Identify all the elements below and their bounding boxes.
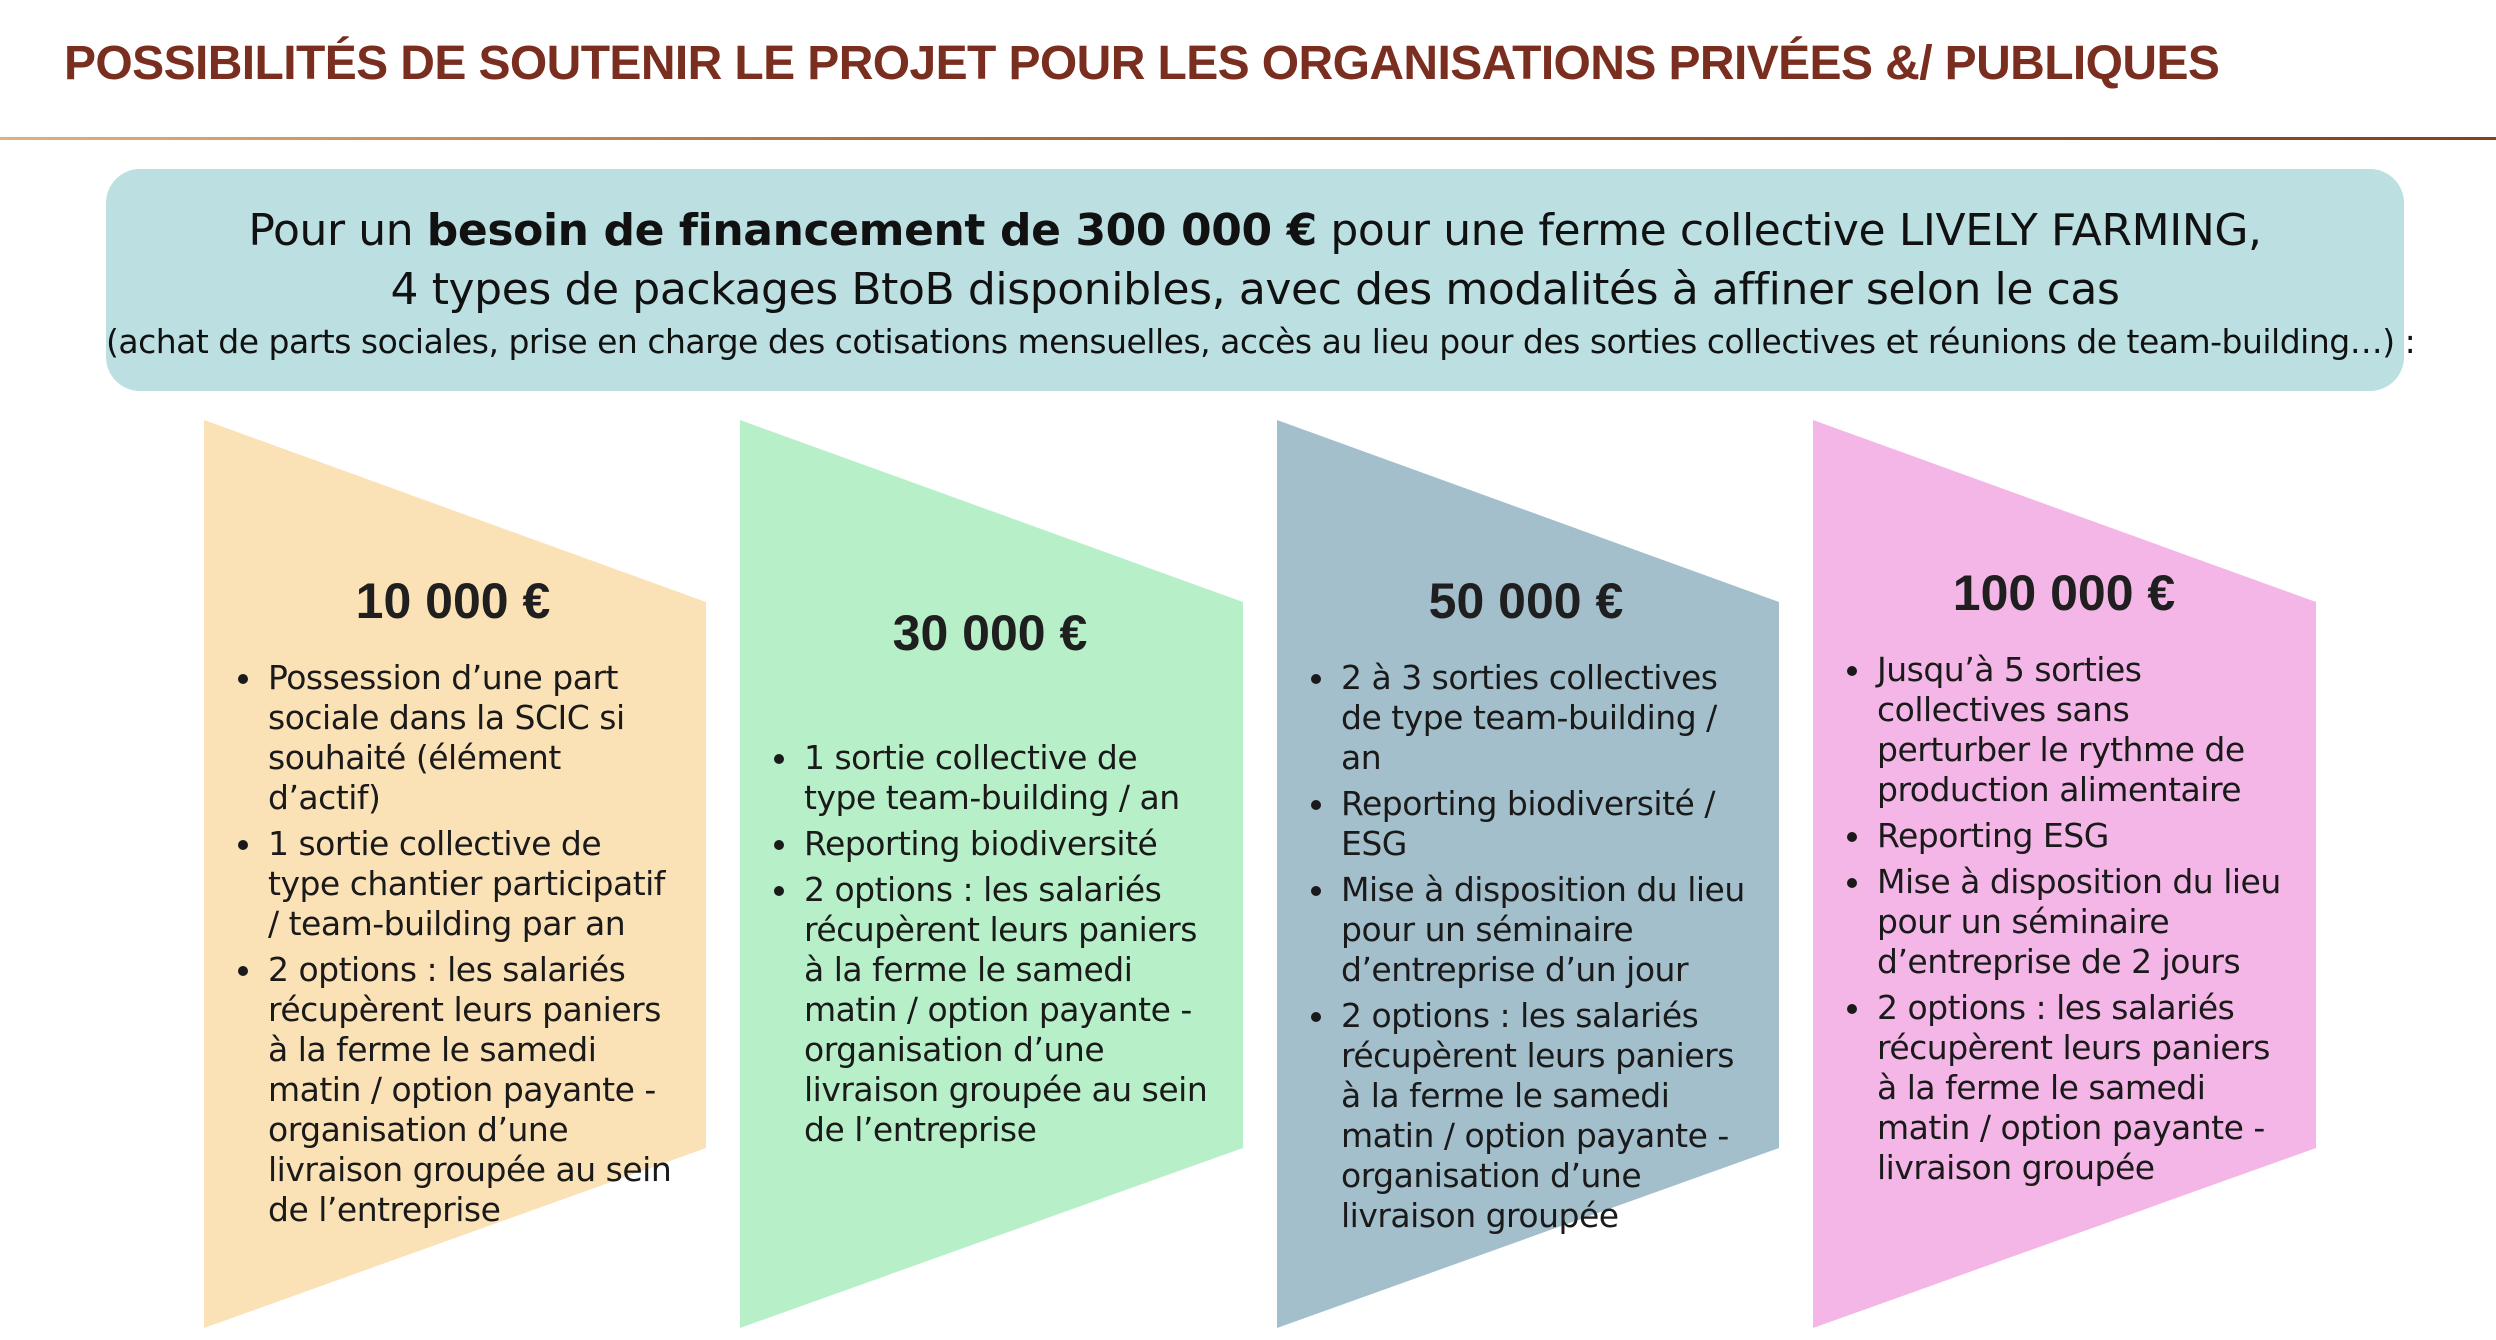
- list-item: 1 sortie collective de type chantier participatif / team-building par an: [236, 824, 682, 944]
- list-item: 2 options : les salariés récupèrent leurs paniers à la ferme le samedi matin / option payante - organisation d’une livraison groupée au sein de l’entreprise: [772, 870, 1218, 1150]
- intro-financing-need: besoin de financement de 300 000 €: [426, 205, 1317, 256]
- list-item: Possession d’une part sociale dans la SCIC si souhaité (élément d’actif): [236, 658, 682, 818]
- package-4-list: [1845, 650, 2291, 1194]
- intro-line-1-start: Pour un: [248, 205, 427, 256]
- package-2-list: [772, 738, 1218, 1156]
- list-item: Reporting biodiversité / ESG: [1309, 784, 1755, 864]
- list-item: Mise à disposition du lieu pour un séminaire d’entreprise d’un jour: [1309, 870, 1755, 990]
- package-3-amount: 50 000 €: [1428, 573, 1624, 629]
- list-item: 2 options : les salariés récupèrent leurs paniers à la ferme le samedi matin / option payante - organisation d’une livraison groupée: [1309, 996, 1755, 1236]
- list-item: Reporting ESG: [1845, 816, 2291, 856]
- list-item: 2 options : les salariés récupèrent leurs paniers à la ferme le samedi matin / option payante - livraison groupée: [1845, 988, 2291, 1188]
- list-item: Mise à disposition du lieu pour un séminaire d’entreprise de 2 jours: [1845, 862, 2291, 982]
- list-item: 2 à 3 sorties collectives de type team-building / an: [1309, 658, 1755, 778]
- page-title: POSSIBILITÉS DE SOUTENIR LE PROJET POUR LES ORGANISATIONS PRIVÉES &/ PUBLIQUES: [64, 37, 2220, 90]
- list-item: Jusqu’à 5 sorties collectives sans perturber le rythme de production alimentaire: [1845, 650, 2291, 810]
- intro-line-1-end: pour une ferme collective LIVELY FARMING,: [1316, 205, 2262, 256]
- package-1-list: [236, 658, 682, 1236]
- package-1-amount: 10 000 €: [355, 573, 551, 629]
- package-3-list: [1309, 658, 1755, 1242]
- intro-line-3: (achat de parts sociales, prise en charge des cotisations mensuelles, accès au lieu pour des sorties collectives et réunions de team-building…) :: [106, 322, 2416, 361]
- list-item: 1 sortie collective de type team-building / an: [772, 738, 1218, 818]
- list-item: 2 options : les salariés récupèrent leurs paniers à la ferme le samedi matin / option payante - organisation d’une livraison groupée au sein de l’entreprise: [236, 950, 682, 1230]
- list-item: Reporting biodiversité: [772, 824, 1218, 864]
- package-4-amount: 100 000 €: [1952, 565, 2176, 621]
- intro-line-2: 4 types de packages BtoB disponibles, avec des modalités à affiner selon le cas: [390, 264, 2120, 315]
- package-2-amount: 30 000 €: [892, 605, 1088, 661]
